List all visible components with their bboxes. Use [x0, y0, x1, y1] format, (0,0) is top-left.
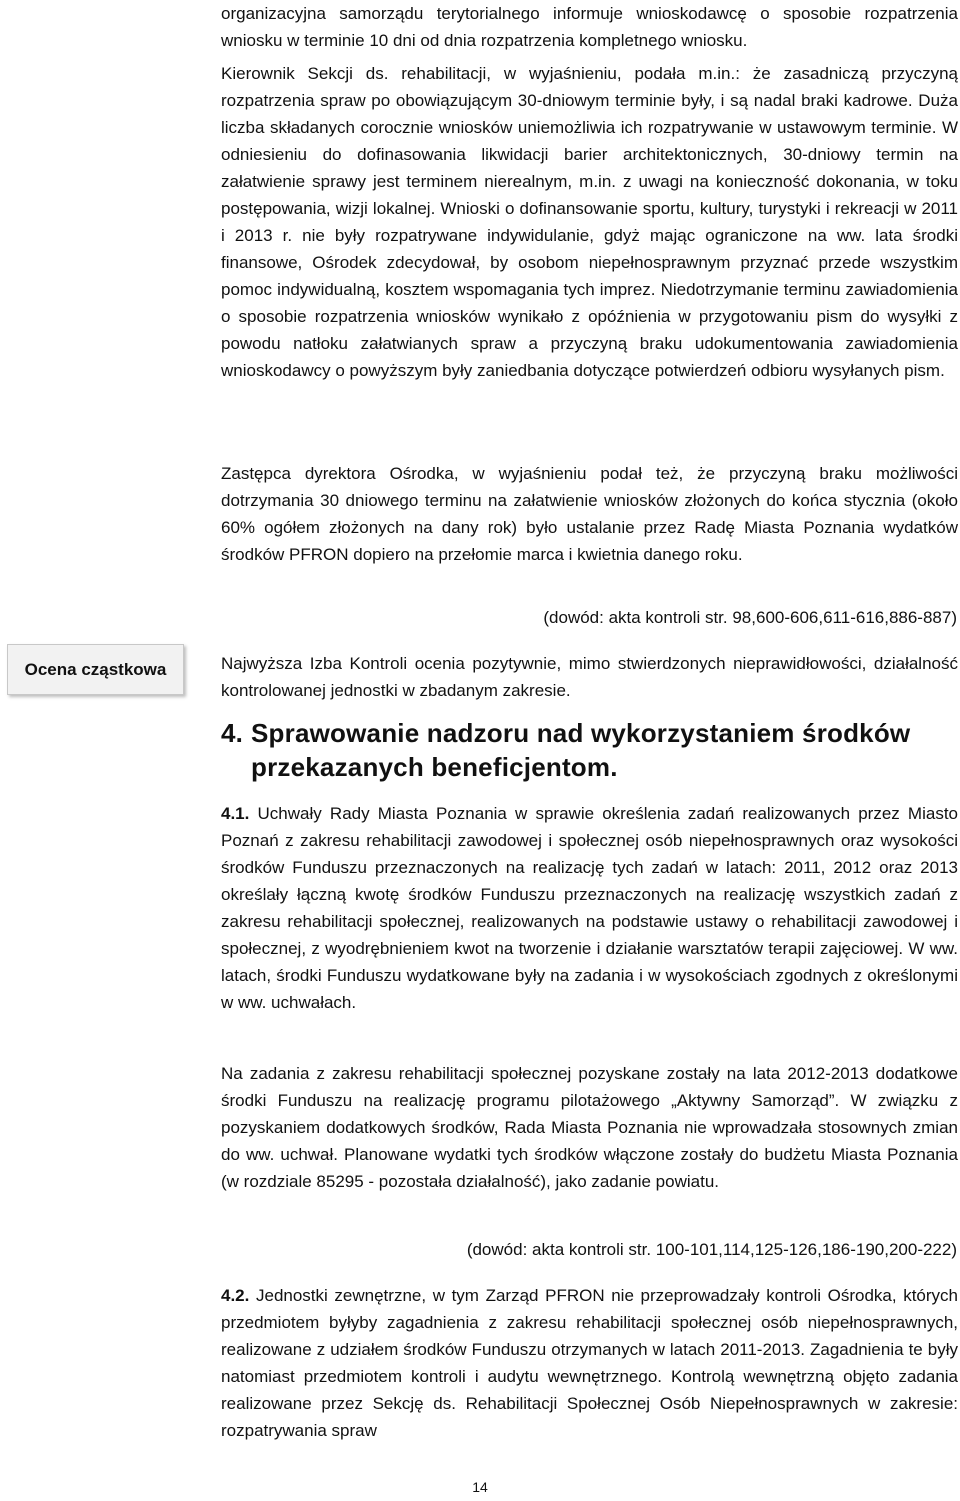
- paragraph-3: [221, 460, 958, 568]
- paragraph-1: [221, 0, 958, 54]
- paragraph-4-1-text: [221, 800, 958, 1016]
- paragraph-4-2-body: Jednostki zewnętrzne, w tym Zarząd PFRON nie przeprowadzały kontroli Ośrodka, których przedmiotem byłyby zagadnienia z zakresu rehabilitacji społecznej osób niepełnosprawnych, realizowane z udziałem środków Funduszu otrzymanych w latach 2011-2013. Zagadnienia te były natomiast przedmiotem kontroli i audytu wewnętrznego. Kontrolą wewnętrzną objęto zadania realizowane przez Sekcję ds. Rehabilitacji Społecznej Osób Niepełnosprawnych w zakresie: rozpatrywania spraw: [221, 1286, 958, 1440]
- paragraph-4: [221, 650, 958, 704]
- paragraph-4-2-number: 4.2.: [221, 1286, 250, 1305]
- partial-assessment-box: [7, 644, 184, 695]
- paragraph-5: [221, 1060, 958, 1195]
- partial-assessment-label: Ocena cząstkowa: [24, 659, 167, 679]
- paragraph-2-text: Kierownik Sekcji ds. rehabilitacji, w wyjaśnieniu, podała m.in.: że zasadniczą przyczyną rozpatrzenia spraw po obowiązującym 30-dniowym terminie były, i są nadal braki kadrowe. Duża liczba składanych corocznie wniosków uniemożliwia ich rozpatrywanie w ustawowym terminie. W odniesieniu do dofinasowania likwidacji barier architektonicznych, 30-dniowy termin na załatwienie sprawy jest terminem nierealnym, m.in. z uwagi na konieczność dokonania, w toku postępowania, wizji lokalnej. Wnioski o dofinansowanie sportu, kultury, turystyki i rekreacji w 2011 i 2013 r. nie były rozpatrywane indywidulanie, gdyż mając ograniczone na ww. lata środki finansowe, Ośrodek zdecydował, by osobom niepełnosprawnym przyznać przede wszystkim pomoc indywidualną, kosztem wspomagania tych imprez. Niedotrzymanie terminu zawiadomienia o sposobie rozpatrzenia wniosków wynikało z opóźnienia w przygotowaniu pism do wysyłki z powodu natłoku załatwianych spraw a przyczyną braku udokumentowania zawiadomienia wnioskodawcy o powyższym były zaniedbania dotyczące potwierdzeń odbioru wysyłanych pism.: [221, 64, 958, 380]
- paragraph-5-text: Na zadania z zakresu rehabilitacji społecznej pozyskane zostały na lata 2012-2013 dodatkowe środki Funduszu na realizację programu pilotażowego „Aktywny Samorząd”. W związku z pozyskaniem dodatkowych środków, Rada Miasta Poznania nie wprowadzała stosownych zmian do ww. uchwał. Planowane wydatki tych środków włączone zostały do budżetu Miasta Poznania (w rozdziale 85295 - pozostała działalność), jako zadanie powiatu.: [221, 1064, 958, 1191]
- paragraph-4-text: Najwyższa Izba Kontroli ocenia pozytywnie, mimo stwierdzonych nieprawidłowości, działalność kontrolowanej jednostki w zbadanym zakresie.: [221, 654, 958, 700]
- paragraph-4-1-number: 4.1.: [221, 804, 250, 823]
- paragraph-4-1: [221, 800, 958, 1016]
- section-heading: [221, 716, 958, 784]
- section-title-line-1: Sprawowanie nadzoru nad wykorzystaniem środków: [251, 718, 911, 748]
- section-title-line-2: przekazanych beneficjentom.: [251, 752, 618, 782]
- paragraph-4-2-text: [221, 1282, 958, 1444]
- paragraph-1-text: organizacyjna samorządu terytorialnego informuje wnioskodawcę o sposobie rozpatrzenia wniosku w terminie 10 dni od dnia rozpatrzenia kompletnego wniosku.: [221, 4, 958, 50]
- paragraph-4-2: [221, 1282, 958, 1444]
- evidence-citation-2: (dowód: akta kontroli str. 100-101,114,125-126,186-190,200-222): [466, 1240, 957, 1259]
- page-number: 14: [472, 1479, 488, 1495]
- paragraph-2: [221, 60, 958, 384]
- evidence-citation-1: (dowód: akta kontroli str. 98,600-606,611-616,886-887): [543, 608, 957, 627]
- section-number: 4.: [221, 718, 244, 748]
- paragraph-4-1-body: Uchwały Rady Miasta Poznania w sprawie określenia zadań realizowanych przez Miasto Poznań z zakresu rehabilitacji zawodowej i społecznej osób niepełnosprawnych oraz wysokości środków Funduszu przeznaczonych na realizację tych zadań w latach: 2011, 2012 oraz 2013 określały łączną kwotę środków Funduszu przeznaczonych na realizację wszystkich zadań z zakresu rehabilitacji społecznej, realizowanych na podstawie ustawy o rehabilitacji zawodowej i społecznej, z wyodrębnieniem kwot na tworzenie i działanie warsztatów terapii zajęciowej. W ww. latach, środki Funduszu wydatkowane były na zadania i w wysokościach zgodnych z określonymi w ww. uchwałach.: [221, 804, 959, 1012]
- paragraph-3-text: Zastępca dyrektora Ośrodka, w wyjaśnieniu podał też, że przyczyną braku możliwości dotrzymania 30 dniowego terminu na załatwienie wniosków złożonych do końca stycznia (około 60% ogółem złożonych na dany rok) było ustalanie przez Radę Miasta Poznania wydatków środków PFRON dopiero na przełomie marca i kwietnia danego roku.: [221, 464, 958, 564]
